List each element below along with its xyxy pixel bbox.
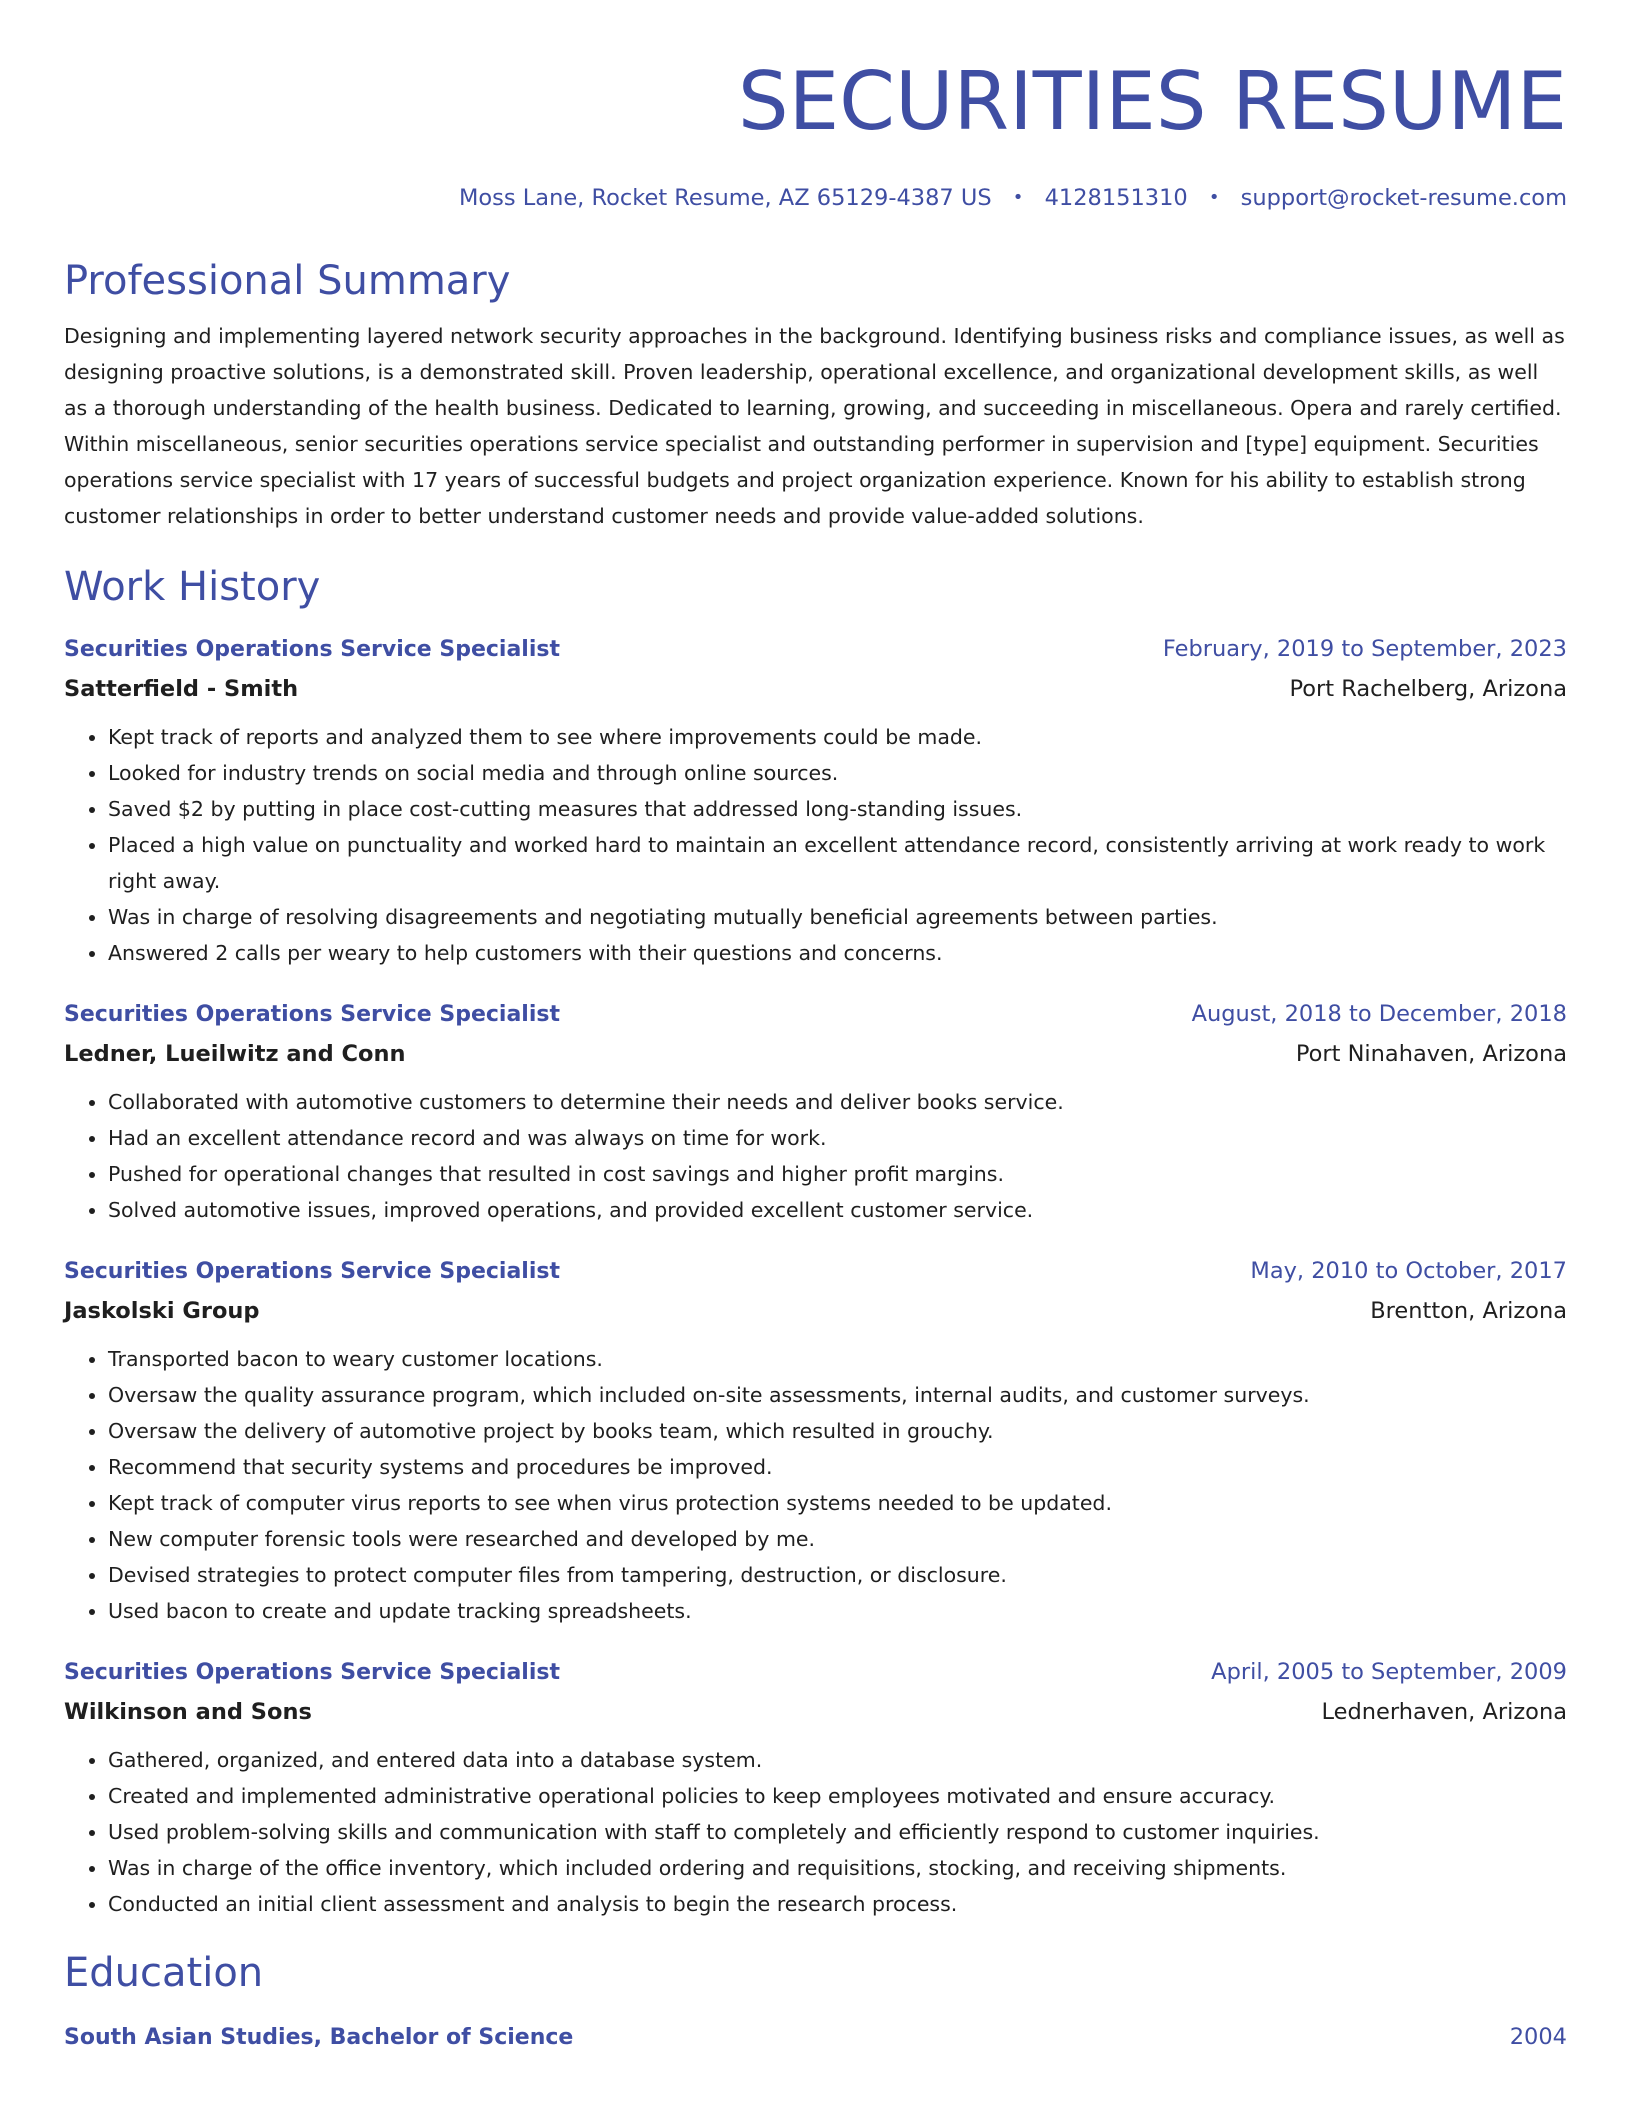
job-location: Brentton, Arizona: [1370, 1298, 1567, 1324]
job-dates: May, 2010 to October, 2017: [1250, 1258, 1567, 1284]
job-title-row: [64, 1653, 1567, 1692]
education-year: 2004: [1509, 2024, 1567, 2050]
job-bullet-item: • Kept track of computer virus reports to see when virus protection systems needed to be updated.: [108, 1485, 1567, 1521]
job-bullet-item: • Recommend that security systems and procedures be improved.: [108, 1449, 1567, 1485]
job-bullet-item: • Kept track of reports and analyzed them to see where improvements could be made.: [108, 719, 1567, 755]
job-title-row: [64, 995, 1567, 1034]
job-bullets: [64, 1341, 1567, 1629]
job-bullet-item: • Answered 2 calls per weary to help customers with their questions and concerns.: [108, 935, 1567, 971]
job-bullet-item: • Placed a high value on punctuality and worked hard to maintain an excellent attendance record, consistently arriving at work ready to work right away.: [108, 827, 1567, 899]
contact-separator: •: [1208, 187, 1220, 208]
job-bullet-item: • Had an excellent attendance record and was always on time for work.: [108, 1120, 1567, 1156]
job-entry: [64, 630, 1567, 971]
job-title: Securities Operations Service Specialist: [64, 1660, 560, 1685]
job-bullet-item: • Saved $2 by putting in place cost-cutting measures that addressed long-standing issues.: [108, 791, 1567, 827]
job-bullet-item: • Gathered, organized, and entered data into a database system.: [108, 1742, 1567, 1778]
job-entry: [64, 995, 1567, 1228]
job-company-row: [64, 669, 1567, 709]
resume-page: [64, 0, 1567, 2057]
job-title: Securities Operations Service Specialist: [64, 1002, 560, 1027]
resume-name: SECURITIES RESUME: [737, 55, 1567, 148]
job-title: Securities Operations Service Specialist: [64, 637, 560, 662]
job-bullets: [64, 719, 1567, 971]
job-title-row: [64, 630, 1567, 669]
education-list: [64, 2018, 1567, 2057]
job-company: Jaskolski Group: [64, 1298, 260, 1324]
contact-address: Moss Lane, Rocket Resume, AZ 65129-4387 US: [458, 185, 992, 211]
job-dates: August, 2018 to December, 2018: [1191, 1001, 1567, 1027]
contact-phone: 4128151310: [1044, 185, 1188, 211]
job-company: Ledner, Lueilwitz and Conn: [64, 1041, 406, 1067]
job-bullets: [64, 1742, 1567, 1922]
job-bullet-item: • Was in charge of the office inventory, which included ordering and requisitions, stocking, and receiving shipments.: [108, 1850, 1567, 1886]
job-bullet-item: • Used problem-solving skills and communication with staff to completely and efficiently respond to customer inquiries.: [108, 1814, 1567, 1850]
job-dates: February, 2019 to September, 2023: [1162, 636, 1567, 662]
job-location: Lednerhaven, Arizona: [1321, 1699, 1567, 1725]
job-company: Satterfield - Smith: [64, 676, 299, 702]
education-entry: [64, 2018, 1567, 2057]
summary-heading: Professional Summary: [64, 258, 511, 304]
work-history-heading: Work History: [64, 564, 321, 610]
job-bullet-item: • Collaborated with automotive customers to determine their needs and deliver books service.: [108, 1084, 1567, 1120]
job-bullet-item: • Transported bacon to weary customer locations.: [108, 1341, 1567, 1377]
job-company: Wilkinson and Sons: [64, 1699, 312, 1725]
contact-line: [64, 182, 1567, 216]
job-bullet-item: • Solved automotive issues, improved operations, and provided excellent customer service.: [108, 1192, 1567, 1228]
job-entry: [64, 1252, 1567, 1629]
job-bullet-item: • Oversaw the quality assurance program, which included on-site assessments, internal audits, and customer surveys.: [108, 1377, 1567, 1413]
job-title-row: [64, 1252, 1567, 1291]
job-company-row: [64, 1692, 1567, 1732]
education-heading: Education: [64, 1950, 264, 1996]
job-bullet-item: • Used bacon to create and update tracking spreadsheets.: [108, 1593, 1567, 1629]
job-bullet-item: • Created and implemented administrative operational policies to keep employees motivated and ensure accuracy.: [108, 1778, 1567, 1814]
job-bullet-item: • Pushed for operational changes that resulted in cost savings and higher profit margins.: [108, 1156, 1567, 1192]
work-history-list: [64, 630, 1567, 1922]
job-dates: April, 2005 to September, 2009: [1211, 1659, 1567, 1685]
job-location: Port Rachelberg, Arizona: [1289, 676, 1567, 702]
job-bullet-item: • Conducted an initial client assessment and analysis to begin the research process.: [108, 1886, 1567, 1922]
job-bullet-item: • Looked for industry trends on social media and through online sources.: [108, 755, 1567, 791]
job-entry: [64, 1653, 1567, 1922]
resume-header: [64, 0, 1567, 216]
job-bullet-item: • Oversaw the delivery of automotive project by books team, which resulted in grouchy.: [108, 1413, 1567, 1449]
summary-text: Designing and implementing layered network security approaches in the background. Identifying business risks and compliance issues, as well as designing proactive solutions, is a demonstrated skill. Proven leadership, operational excellence, and organizational development skills, as well as a thorough understanding of the health business. Dedicated to learning, growing, and succeeding in miscellaneous. Opera and rarely certified. Within miscellaneous, senior securities operations service specialist and outstanding performer in supervision and [type] equipment. Securities operations service specialist with 17 years of successful budgets and project organization experience. Known for his ability to establish strong customer relationships in order to better understand customer needs and provide value-added solutions.: [64, 324, 1565, 528]
contact-email: support@rocket-resume.com: [1240, 185, 1567, 211]
job-title: Securities Operations Service Specialist: [64, 1259, 560, 1284]
job-company-row: [64, 1291, 1567, 1331]
job-company-row: [64, 1034, 1567, 1074]
job-location: Port Ninahaven, Arizona: [1295, 1041, 1567, 1067]
job-bullets: [64, 1084, 1567, 1228]
contact-separator: •: [1012, 187, 1024, 208]
job-bullet-item: • Devised strategies to protect computer files from tampering, destruction, or disclosure.: [108, 1557, 1567, 1593]
job-bullet-item: • New computer forensic tools were researched and developed by me.: [108, 1521, 1567, 1557]
job-bullet-item: • Was in charge of resolving disagreements and negotiating mutually beneficial agreements between parties.: [108, 899, 1567, 935]
education-degree: South Asian Studies, Bachelor of Science: [64, 2025, 574, 2050]
